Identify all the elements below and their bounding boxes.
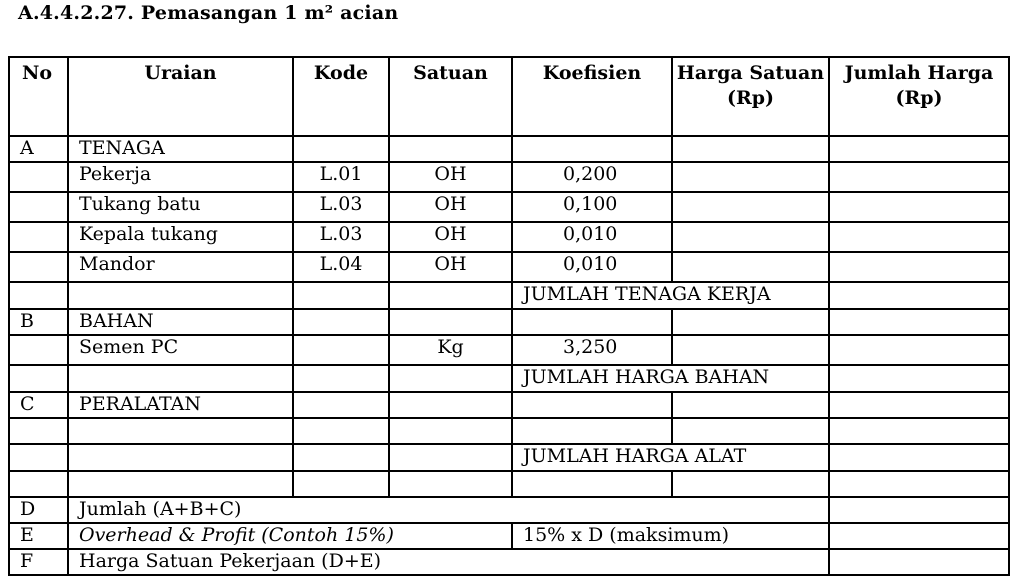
item-satuan: OH — [389, 162, 512, 192]
item-satuan: Kg — [389, 335, 512, 365]
page-title: A.4.4.2.27. Pemasangan 1 m² acian — [18, 2, 399, 24]
item-koefisien: 3,250 — [512, 335, 672, 365]
summary-f-no: F — [9, 549, 68, 575]
table-row — [9, 335, 1009, 365]
item-koefisien: 0,100 — [512, 192, 672, 222]
item-kode: L.03 — [293, 192, 389, 222]
summary-d-label: Jumlah (A+B+C) — [68, 497, 829, 523]
item-koefisien: 0,010 — [512, 252, 672, 282]
item-satuan: OH — [389, 222, 512, 252]
header-satuan: Satuan — [389, 57, 512, 136]
table-row — [9, 471, 1009, 497]
table-row — [9, 418, 1009, 444]
section-b-no: B — [9, 309, 68, 335]
section-c-row — [9, 392, 1009, 418]
section-c-no: C — [9, 392, 68, 418]
section-c-total-label: JUMLAH HARGA ALAT — [512, 444, 829, 471]
section-b-label: BAHAN — [68, 309, 293, 335]
item-koefisien: 0,010 — [512, 222, 672, 252]
section-b-total-row — [9, 365, 1009, 392]
table-row — [9, 192, 1009, 222]
section-a-row — [9, 136, 1009, 162]
item-satuan: OH — [389, 252, 512, 282]
item-uraian: Pekerja — [68, 162, 293, 192]
header-kode: Kode — [293, 57, 389, 136]
table-row — [9, 162, 1009, 192]
item-kode: L.04 — [293, 252, 389, 282]
summary-e-no: E — [9, 523, 68, 549]
item-uraian: Tukang batu — [68, 192, 293, 222]
summary-f-row — [9, 549, 1009, 575]
header-uraian: Uraian — [68, 57, 293, 136]
item-uraian: Semen PC — [68, 335, 293, 365]
item-uraian: Kepala tukang — [68, 222, 293, 252]
summary-e-label: Overhead & Profit (Contoh 15%) — [68, 523, 512, 549]
item-kode: L.01 — [293, 162, 389, 192]
summary-e-row — [9, 523, 1009, 549]
section-b-total-label: JUMLAH HARGA BAHAN — [512, 365, 829, 392]
header-jumlah-harga: Jumlah Harga (Rp) — [829, 57, 1009, 136]
item-uraian: Mandor — [68, 252, 293, 282]
section-b-row — [9, 309, 1009, 335]
section-a-no: A — [9, 136, 68, 162]
item-satuan: OH — [389, 192, 512, 222]
price-analysis-table — [8, 56, 1010, 576]
section-c-total-row — [9, 444, 1009, 471]
section-a-label: TENAGA — [68, 136, 293, 162]
item-kode: L.03 — [293, 222, 389, 252]
header-row — [9, 57, 1009, 136]
header-no: No — [9, 57, 68, 136]
table-row — [9, 252, 1009, 282]
section-a-total-label: JUMLAH TENAGA KERJA — [512, 282, 829, 309]
header-koefisien: Koefisien — [512, 57, 672, 136]
summary-d-no: D — [9, 497, 68, 523]
section-c-label: PERALATAN — [68, 392, 293, 418]
summary-f-label: Harga Satuan Pekerjaan (D+E) — [68, 549, 829, 575]
summary-d-row — [9, 497, 1009, 523]
header-harga-satuan: Harga Satuan (Rp) — [672, 57, 829, 136]
item-kode — [293, 335, 389, 365]
section-a-total-row — [9, 282, 1009, 309]
item-koefisien: 0,200 — [512, 162, 672, 192]
table-row — [9, 222, 1009, 252]
summary-e-formula: 15% x D (maksimum) — [512, 523, 829, 549]
